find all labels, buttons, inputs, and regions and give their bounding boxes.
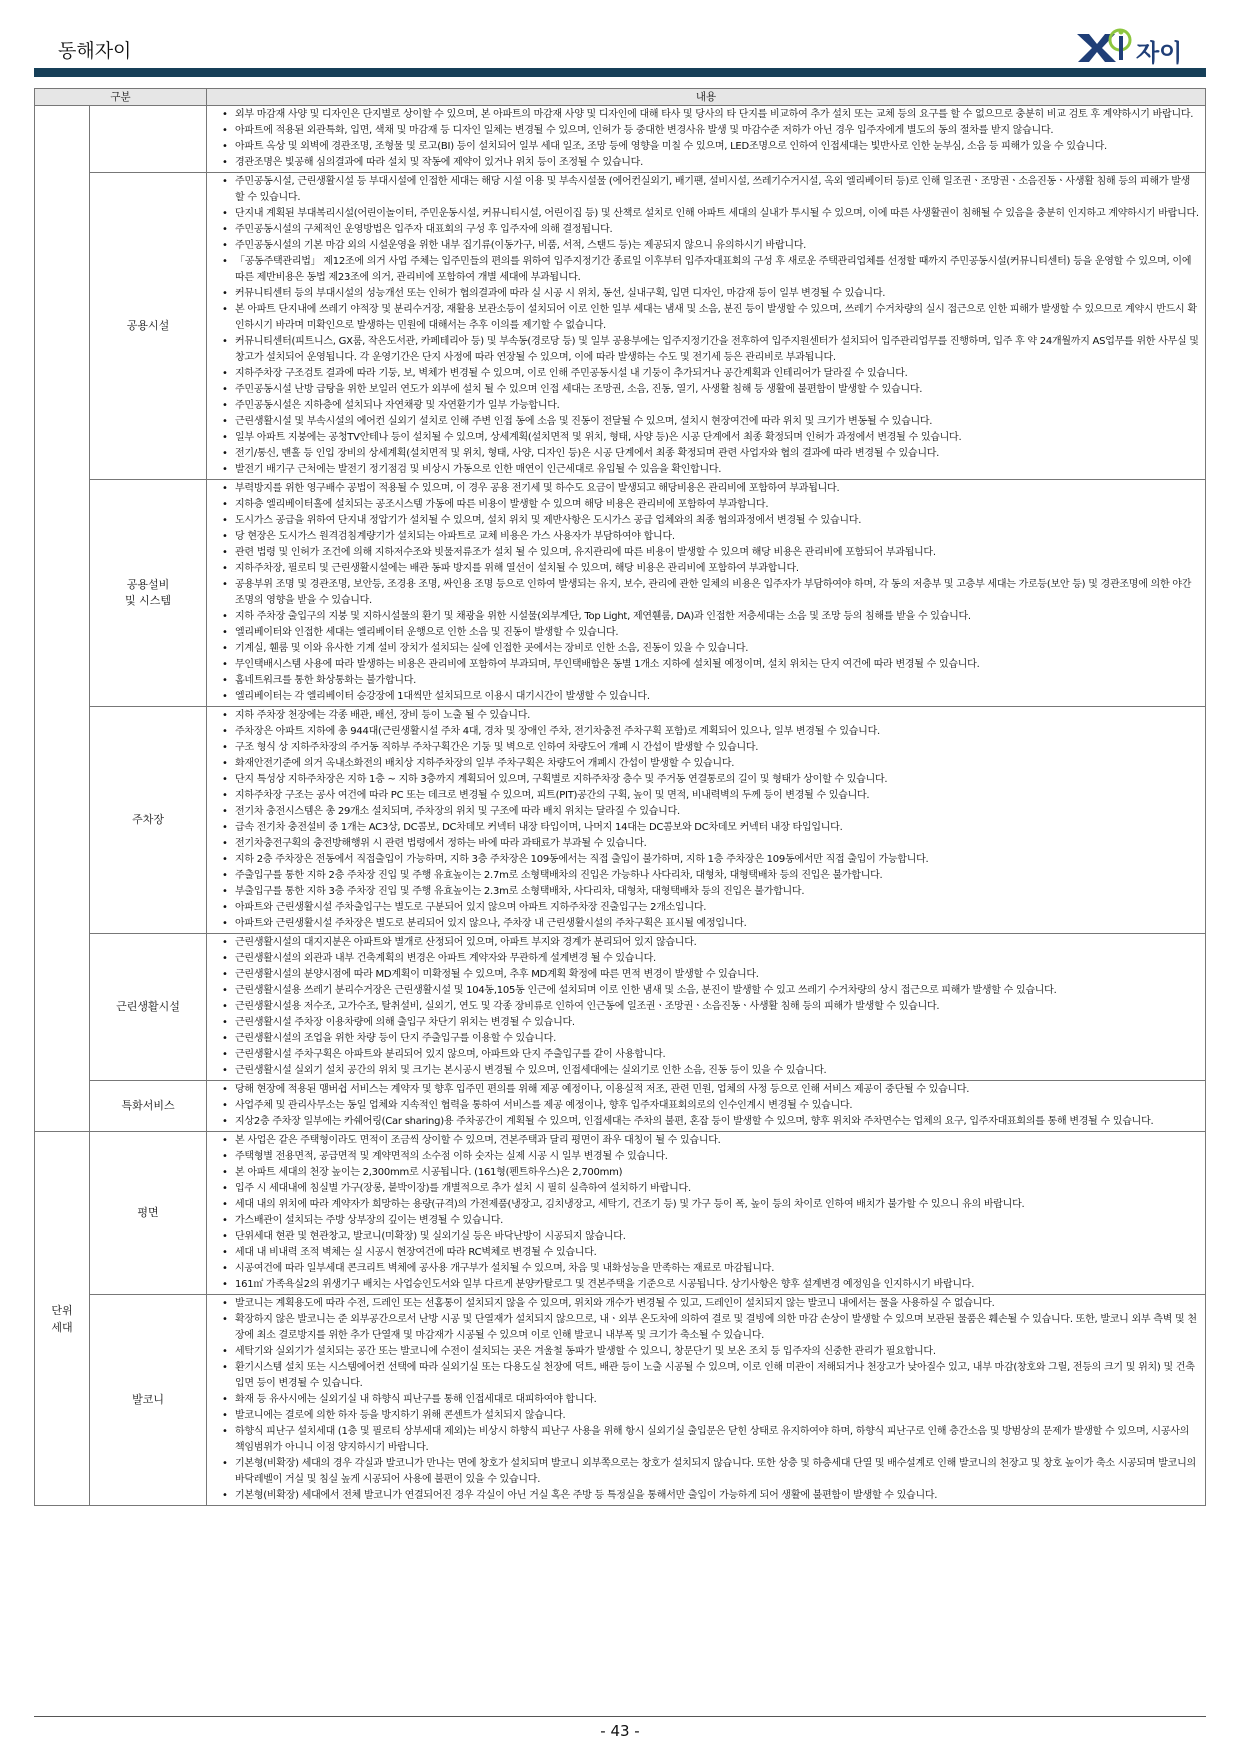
notice-list [213,107,1199,171]
table-row [35,934,1206,1081]
list-item: • 근린생활시설 및 부속시설의 에어컨 실외기 설치로 인해 주변 인접 동에 소음 및 진동이 전달될 수 있으며, 설치시 현장여건에 따라 위치 및 크기가 변동될 수 있습니다. [235,414,1199,430]
list-item: • 급속 전기차 충전설비 중 1개는 AC3상, DC콤보, DC차데모 커넥터 내장 타입이며, 나머지 14대는 DC콤보와 DC차데모 커넥터 내장 타입입니다. [235,820,1199,836]
site-title: 동해자이 [58,40,132,62]
list-item: • 세탁기와 실외기가 설치되는 공간 또는 발코니에 수전이 설치되는 곳은 겨울철 동파가 발생할 수 있으니, 창문단기 및 보온 조치 등 입주자의 신중한 관리가 필요합니다. [235,1344,1199,1360]
table-row [35,173,1206,480]
table-row [35,1081,1206,1132]
section-label [90,106,207,173]
unit-household-label: 단위 세대 [35,1132,90,1506]
list-item: • 근린생활시설의 분양시점에 따라 MD계획이 미확정될 수 있으며, 추후 MD계획 확정에 따른 면적 변경이 발생할 수 있습니다. [235,967,1199,983]
list-item: • 주민공동시설 난방 급탕을 위한 보일러 연도가 외부에 설치 될 수 있으며 인접 세대는 조망권, 소음, 진동, 열기, 사생활 침해 등 생활에 불편함이 발생할 수 있습니다. [235,382,1199,398]
list-item: • 아파트 옥상 및 외벽에 경관조명, 조형물 및 로고(BI) 등이 설치되어 일부 세대 일조, 조망 등에 영향을 미칠 수 있으며, LED조명으로 인하여 인접세대는 빛반사로 인한 눈부심, 소음 등 피해가 있을 수 있습니다. [235,139,1199,155]
list-item: • 일부 아파트 지붕에는 공청TV안테나 등이 설치될 수 있으며, 상세계획(설치면적 및 위치, 형태, 사양 등)은 시공 단계에서 최종 확정되며 인허가 과정에서 변경될 수 있습니다. [235,430,1199,446]
list-item: • 본 사업은 같은 주택형이라도 면적이 조금씩 상이할 수 있으며, 견본주택과 달리 평면이 좌우 대칭이 될 수 있습니다. [235,1133,1199,1149]
section-label: 주차장 [90,707,207,934]
list-item: • 시공여건에 따라 일부세대 콘크리트 벽체에 공사용 개구부가 설치될 수 있으며, 차음 및 내화성능을 만족하는 재료로 마감됩니다. [235,1261,1199,1277]
list-item: • 세대 내 비내력 조적 벽체는 실 시공시 현장여건에 따라 RC벽체로 변경될 수 있습니다. [235,1245,1199,1261]
list-item: • 근린생활시설용 쓰레기 분리수거장은 근린생활시설 및 104동,105동 인근에 설치되며 이로 인한 냄새 및 소음, 분진이 발생할 수 있고 쓰레기 수거차량의 상시 접근으로 피해가 발생할 수 있습니다. [235,983,1199,999]
list-item: • 확장하지 않은 발코니는 준 외부공간으로서 난방 시공 및 단열재가 설치되지 않으므로, 내ㆍ외부 온도차에 의하여 결로 및 결빙에 의한 마감 손상이 발생할 수 있으며 보관된 물품은 훼손될 수 있습니다. 또한, 발코니 외부 측벽 및 천장에 최소 결로방지를 위한 추가 단열재 및 마감재가 시공될 수 있으며 이로 인해 발코니 내부폭 및 크기가 축소될 수 있습니다. [235,1312,1199,1344]
list-item: • 발코니는 계획용도에 따라 수전, 드레인 또는 선홈통이 설치되지 않을 수 있으며, 위치와 개수가 변경될 수 있고, 드레인이 설치되지 않는 발코니 내에서는 물을 사용하실 수 없습니다. [235,1296,1199,1312]
notice-table [34,88,1206,1506]
list-item: • 근린생활시설 실외기 설치 공간의 위치 및 크기는 본시공시 변경될 수 있으며, 인접세대에는 실외기로 인한 소음, 진동 등이 있을 수 있습니다. [235,1063,1199,1079]
list-item: • 관련 법령 및 인허가 조건에 의해 지하저수조와 빗물저류조가 설치 될 수 있으며, 유지관리에 따른 비용이 발생할 수 있으며 해당 비용은 관리비에 포함되어 부과됩니다. [235,545,1199,561]
list-item: • 도시가스 공급을 위하여 단지내 정압기가 설치될 수 있으며, 설치 위치 및 제반사항은 도시가스 공급 업체와의 최종 협의과정에서 변경될 수 있습니다. [235,513,1199,529]
list-item: • 전기/통신, 맨홀 등 인입 장비의 상세계획(설치면적 및 위치, 형태, 사양, 디자인 등)은 시공 단계에서 최종 확정되며 관련 사업자와 협의 결과에 따라 변경될 수 있습니다. [235,446,1199,462]
list-item: • 당해 현장에 적용된 맴버쉽 서비스는 계약자 및 향후 입주민 편의를 위해 제공 예정이나, 이용실적 저조, 관련 민원, 업체의 사정 등으로 인해 서비스 제공이 중단될 수 있습니다. [235,1082,1199,1098]
list-item: • 지하 2층 주차장은 전동에서 직접출입이 가능하며, 지하 3층 주차장은 109동에서는 직접 출입이 불가하며, 지하 1층 주차장은 109동에서만 직접 출입이 가능합니다. [235,852,1199,868]
list-item: • 지하 주차장 출입구의 지붕 및 지하시설물의 환기 및 채광을 위한 시설물(외부계단, Top Light, 제연휀룸, DA)과 인접한 저층세대는 소음 및 조망 등의 침해를 받을 수 있습니다. [235,609,1199,625]
list-item: • 가스배관이 설치되는 주방 상부장의 깊이는 변경될 수 있습니다. [235,1213,1199,1229]
section-content [207,480,1206,707]
list-item: • 기본형(비확장) 세대의 경우 각실과 발코니가 만나는 면에 창호가 설치되며 발코니 외부쪽으로는 창호가 설치되지 않습니다. 또한 상층 및 하층세대 단열 및 배수설계로 인해 발코니의 천장고 및 창호 높이가 축소 시공되며 발코니의 바닥레벨이 거실 및 침실 높게 시공되어 사용에 불편이 있을 수 있습니다. [235,1456,1199,1488]
list-item: • 본 아파트 단지내에 쓰레기 야적장 및 분리수거장, 재활용 보관소등이 설치되어 이로 인한 일부 세대는 냄새 및 소음, 분진 등이 발생할 수 있으며, 쓰레기 수거차량의 실시 접근으로 인한 피해가 발생할 수 있으므로 계약시 반드시 확인하시기 바라며 미확인으로 발생하는 민원에 대해서는 추후 이의를 제기할 수 없습니다. [235,302,1199,334]
list-item: • 주민공동시설의 구체적인 운영방법은 입주자 대표회의 구성 후 입주자에 의해 결정됩니다. [235,222,1199,238]
list-item: • 기본형(비확장) 세대에서 전체 발코니가 연결되어진 경우 각실이 아닌 거실 혹은 주방 등 특정실을 통해서만 출입이 가능하게 되어 생활에 불편함이 발생할 수 있습니다. [235,1488,1199,1504]
list-item: • 발코니에는 결로에 의한 하자 등을 방지하기 위해 콘센트가 설치되지 않습니다. [235,1408,1199,1424]
section-label: 평면 [90,1132,207,1295]
section-label: 근린생활시설 [90,934,207,1081]
notice-list [213,935,1199,1079]
section-content [207,106,1206,173]
list-item: • 전기차충전구획의 충전방해행위 시 관련 법령에서 정하는 바에 따라 과태료가 부과될 수 있습니다. [235,836,1199,852]
list-item: • 부력방지를 위한 영구배수 공법이 적용될 수 있으며, 이 경우 공용 전기세 및 하수도 요금이 발생되고 해당비용은 관리비에 포함하여 부과됩니다. [235,481,1199,497]
list-item: • 161㎡ 가족욕실2의 위생기구 배치는 사업승인도서와 일부 다르게 분양카탈로그 및 견본주택을 기준으로 시공됩니다. 상기사항은 향후 설계변경 예정임을 인지하시기 바랍니다. [235,1277,1199,1293]
list-item: • 사업주체 및 관리사무소는 동일 업체와 지속적인 협력을 통하여 서비스를 제공 예정이나, 향후 입주자대표회의로의 인수인계시 변경될 수 있습니다. [235,1098,1199,1114]
notice-list [213,1296,1199,1504]
list-item: • 환기시스템 설치 또는 시스템에어컨 선택에 따라 실외기실 또는 다용도실 천장에 덕트, 배관 등이 노출 시공될 수 있으며, 이로 인해 미관이 저해되거나 천장고가 낮아질수 있고, 내부 마감(창호와 그릴, 전등의 크기 및 위치) 및 건축 입면 등이 변경될 수 있습니다. [235,1360,1199,1392]
notice-list [213,708,1199,932]
list-item: • 커뮤니티센터 등의 부대시설의 성능개선 또는 인허가 협의결과에 따라 실 시공 시 위치, 동선, 실내구획, 입면 디자인, 마감재 등이 일부 변경될 수 있습니다. [235,286,1199,302]
table-row [35,1132,1206,1295]
list-item: • 아파트에 적용된 외관특화, 입면, 색채 및 마감재 등 디자인 일체는 변경될 수 있으며, 인허가 등 중대한 변경사유 발생 및 마감수준 저하가 아닌 경우 입주자에게 별도의 동의 절차를 받지 않습니다. [235,123,1199,139]
list-item: • 단지내 계획된 부대복리시설(어린이놀이터, 주민운동시설, 커뮤니티시설, 어린이집 등) 및 산책로 설치로 인해 아파트 세대의 실내가 투시될 수 있으며, 이에 따른 사생활권이 침해될 수 있음을 충분히 인지하고 계약하시기 바랍니다. [235,206,1199,222]
list-item: • 근린생활시설의 대지지분은 아파트와 별개로 산정되어 있으며, 아파트 부지와 경계가 분리되어 있지 않습니다. [235,935,1199,951]
list-item: • 근린생활시설의 조업을 위한 차량 등이 단지 주출입구를 이용할 수 있습니다. [235,1031,1199,1047]
table-row [35,1295,1206,1506]
list-item: • 근린생활시설의 외관과 내부 건축계획의 변경은 아파트 계약자와 무관하게 설계변경 될 수 있습니다. [235,951,1199,967]
table-row [35,106,1206,173]
list-item: • 발전기 배기구 근처에는 발전기 정기점검 및 비상시 가동으로 인한 매연이 인근세대로 유입될 수 있음을 확인합니다. [235,462,1199,478]
section-content [207,707,1206,934]
section-content [207,1081,1206,1132]
list-item: • 하향식 피난구 설치세대 (1층 및 필로티 상부세대 제외)는 비상시 하향식 피난구 사용을 위해 항시 실외기실 출입문은 닫힌 상태로 유지하여야 하며, 하향식 피난구로 인해 층간소음 및 방범상의 문제가 발생할 수 있으며, 시공사의 책임범위가 아니니 이점 양지하시기 바랍니다. [235,1424,1199,1456]
table-row [35,480,1206,707]
list-item: • 근린생활시설용 저수조, 고가수조, 탈취설비, 실외기, 연도 및 각종 장비류로 인하여 인근동에 일조권ㆍ조망권ㆍ소음진동ㆍ사생활 침해 등의 피해가 발생할 수 있습니다. [235,999,1199,1015]
section-label: 발코니 [90,1295,207,1506]
list-item: • 단지 특성상 지하주차장은 지하 1층 ~ 지하 3층까지 계획되어 있으며, 구획별로 지하주차장 층수 및 주거동 연결통로의 길이 및 형태가 상이할 수 있습니다. [235,772,1199,788]
notice-list [213,1133,1199,1293]
list-item: • 홈네트워크를 통한 화상통화는 불가합니다. [235,673,1199,689]
list-item: • 단위세대 현관 및 현관창고, 발코니(미확장) 및 실외기실 등은 바닥난방이 시공되지 않습니다. [235,1229,1199,1245]
section-content [207,934,1206,1081]
list-item: • 지상2층 주차장 일부에는 카쉐어링(Car sharing)용 주차공간이 계획될 수 있으며, 인접세대는 주차의 불편, 혼잡 등이 발생할 수 있으며, 향후 위치와 주차면수는 업체의 요구, 입주자대표회의를 통해 변경될 수 있습니다. [235,1114,1199,1130]
list-item: • 당 현장은 도시가스 원격검침계량기가 설치되는 아파트로 교체 비용은 가스 사용자가 부담하여야 합니다. [235,529,1199,545]
list-item: • 커뮤니티센터(피트니스, GX룸, 작은도서관, 카페테리아 등) 및 부속동(경로당 등) 및 일부 공용부에는 입주지정기간을 전후하여 입주지원센터가 설치되어 입주관리업무를 진행하며, 입주 후 약 24개월까지 AS업무를 위한 사무실 및 창고가 설치되어 운영됩니다. 각 운영기간은 단지 사정에 따라 연장될 수 있으며, 이에 따라 발생하는 수도 및 전기세 등은 관리비로 부과됩니다. [235,334,1199,366]
section-label: 공용시설 [90,173,207,480]
list-item: • 지하주차장, 필로티 및 근린생활시설에는 배관 동파 방지를 위해 열선이 설치될 수 있으며, 해당 비용은 관리비에 포함하여 부과합니다. [235,561,1199,577]
list-item: • 근린생활시설 주차구획은 아파트와 분리되어 있지 않으며, 아파트와 단지 주출입구를 같이 사용합니다. [235,1047,1199,1063]
category-group-cell [35,106,90,1132]
list-item: • 외부 마감재 사양 및 디자인은 단지별로 상이할 수 있으며, 본 아파트의 마감재 사양 및 디자인에 대해 타사 및 당사의 타 단지를 비교하여 추가 설치 또는 교체 등의 요구를 할 수 없으므로 충분히 비교 검토 후 계약하시기 바랍니다. [235,107,1199,123]
section-content [207,1132,1206,1295]
page-number: - 43 - [600,1722,640,1740]
page-header [0,0,1240,70]
list-item: • 지하주차장 구조는 공사 여건에 따라 PC 또는 데크로 변경될 수 있으며, 피트(PIT)공간의 구획, 높이 및 면적, 비내력벽의 두께 등이 변경될 수 있습니다. [235,788,1199,804]
list-item: • 입주 시 세대내에 침실별 가구(장롱, 붙박이장)를 개별적으로 추가 설치 시 필히 실측하여 설치하기 바랍니다. [235,1181,1199,1197]
list-item: • 「공동주택관리법」 제12조에 의거 사업 주체는 입주민들의 편의를 위하여 입주지정기간 종료일 이후부터 입주자대표회의 구성 후 새로운 주택관리업체를 선정할 때까지 주민공동시설(커뮤니티센터) 등을 운영할 수 있으며, 이에 따른 제반비용은 동법 제23조에 의거, 관리비에 포함하여 개별 세대에 부과됩니다. [235,254,1199,286]
header-category: 구분 [35,89,207,106]
list-item: • 세대 내의 위치에 따라 계약자가 희망하는 용량(규격)의 가전제품(냉장고, 김치냉장고, 세탁기, 건조기 등) 및 가구 등이 폭, 높이 등의 차이로 인하여 배치가 불가할 수 있으니 유의 바랍니다. [235,1197,1199,1213]
list-item: • 부출입구를 통한 지하 3층 주차장 진입 및 주행 유효높이는 2.3m로 소형택배차, 사다리차, 대형차, 대형택배차 등의 진입은 불가합니다. [235,884,1199,900]
logo-text: 자이 [1136,39,1183,67]
section-label: 공용설비 및 시스템 [90,480,207,707]
list-item: • 지하층 엘리베이터홀에 설치되는 공조시스템 가동에 따른 비용이 발생할 수 있으며 해당 비용은 관리비에 포함하여 부과합니다. [235,497,1199,513]
notice-list [213,174,1199,478]
list-item: • 근린생활시설 주차장 이용차량에 의해 출입구 차단기 위치는 변경될 수 있습니다. [235,1015,1199,1031]
list-item: • 기계실, 휀룸 및 이와 유사한 기계 설비 장치가 설치되는 실에 인접한 곳에서는 장비로 인한 소음, 진동이 있을 수 있습니다. [235,641,1199,657]
list-item: • 본 아파트 세대의 천장 높이는 2,300mm로 시공됩니다. (161형(펜트하우스)은 2,700mm) [235,1165,1199,1181]
table-row [35,707,1206,934]
notice-list [213,481,1199,705]
list-item: • 엘리베이터와 인접한 세대는 엘리베이터 운행으로 인한 소음 및 진동이 발생할 수 있습니다. [235,625,1199,641]
list-item: • 경관조명은 빛공해 심의결과에 따라 설치 및 작동에 제약이 있거나 위치 등이 조정될 수 있습니다. [235,155,1199,171]
table-header-row [35,89,1206,106]
list-item: • 구조 형식 상 지하주차장의 주거동 직하부 주차구획간은 기둥 및 벽으로 인하여 차량도어 개폐 시 간섭이 발생할 수 있습니다. [235,740,1199,756]
list-item: • 엘리베이터는 각 엘리베이터 승강장에 1대씩만 설치되므로 이용시 대기시간이 발생할 수 있습니다. [235,689,1199,705]
list-item: • 지하주차장 구조검토 결과에 따라 기둥, 보, 벽체가 변경될 수 있으며, 이로 인해 주민공동시설 내 기둥이 추가되거나 공간계획과 인테리어가 달라질 수 있습니다. [235,366,1199,382]
section-label: 특화서비스 [90,1081,207,1132]
list-item: • 공용부위 조명 및 경관조명, 보안등, 조경용 조명, 싸인용 조명 등으로 인하여 발생되는 유지, 보수, 관리에 관한 일체의 비용은 입주자가 부담하여야 하며, 각 동의 저층부 및 고층부 세대는 가로등(보안 등) 및 경관조명에 의한 야간조명의 영향을 받을 수 있습니다. [235,577,1199,609]
list-item: • 화재안전기준에 의거 옥내소화전의 배치상 지하주차장의 일부 주차구획은 차량도어 개폐시 간섭이 발생할 수 있습니다. [235,756,1199,772]
list-item: • 지하 주차장 천장에는 각종 배관, 배선, 장비 등이 노출 될 수 있습니다. [235,708,1199,724]
list-item: • 주민공동시설의 기본 마감 외의 시설운영을 위한 내부 집기류(이동가구, 비품, 서적, 스탠드 등)는 제공되지 않으니 유의하시기 바랍니다. [235,238,1199,254]
list-item: • 주민공동시설, 근린생활시설 등 부대시설에 인접한 세대는 해당 시설 이용 및 부속시설물 (에어컨실외기, 배기팬, 설비시설, 쓰레기수거시설, 옥외 엘리베이터 등)로 인해 일조권ㆍ조망권ㆍ소음진동ㆍ사생활 침해 등의 피해가 발생할 수 있습니다. [235,174,1199,206]
list-item: • 주택형별 전용면적, 공급면적 및 계약면적의 소수점 이하 숫자는 실제 시공 시 일부 변경될 수 있습니다. [235,1149,1199,1165]
list-item: • 주차장은 아파트 지하에 총 944대(근린생활시설 주차 4대, 경차 및 장애인 주차, 전기차충전 주차구획 포함)로 계획되어 있으나, 일부 변경될 수 있습니다. [235,724,1199,740]
list-item: • 주출입구를 통한 지하 2층 주차장 진입 및 주행 유효높이는 2.7m로 소형택배차의 진입은 가능하나 사다리차, 대형차, 대형택배차 등의 진입은 불가합니다. [235,868,1199,884]
footer-line [34,1716,1206,1717]
header-content: 내용 [207,89,1206,106]
section-content [207,173,1206,480]
list-item: • 아파트와 근린생활시설 주차출입구는 별도로 구분되어 있지 않으며 아파트 지하주차장 진출입구는 2개소입니다. [235,900,1199,916]
list-item: • 아파트와 근린생활시설 주차장은 별도로 분리되어 있지 않으나, 주차장 내 근린생활시설의 주차구획은 표시될 예정입니다. [235,916,1199,932]
list-item: • 무인택배시스템 사용에 따라 발생하는 비용은 관리비에 포함하여 부과되며, 무인택배함은 동별 1개소 지하에 설치될 예정이며, 설치 위치는 단지 여건에 따라 변경될 수 있습니다. [235,657,1199,673]
header-bar [34,68,1206,77]
list-item: • 전기차 충전시스템은 총 29개소 설치되며, 주차장의 위치 및 구조에 따라 배치 위치는 달라질 수 있습니다. [235,804,1199,820]
notice-list [213,1082,1199,1130]
section-content [207,1295,1206,1506]
list-item: • 주민공동시설은 지하층에 설치되나 자연채광 및 자연환기가 일부 가능합니다. [235,398,1199,414]
list-item: • 화재 등 유사시에는 실외기실 내 하향식 피난구를 통해 인접세대로 대피하여야 합니다. [235,1392,1199,1408]
